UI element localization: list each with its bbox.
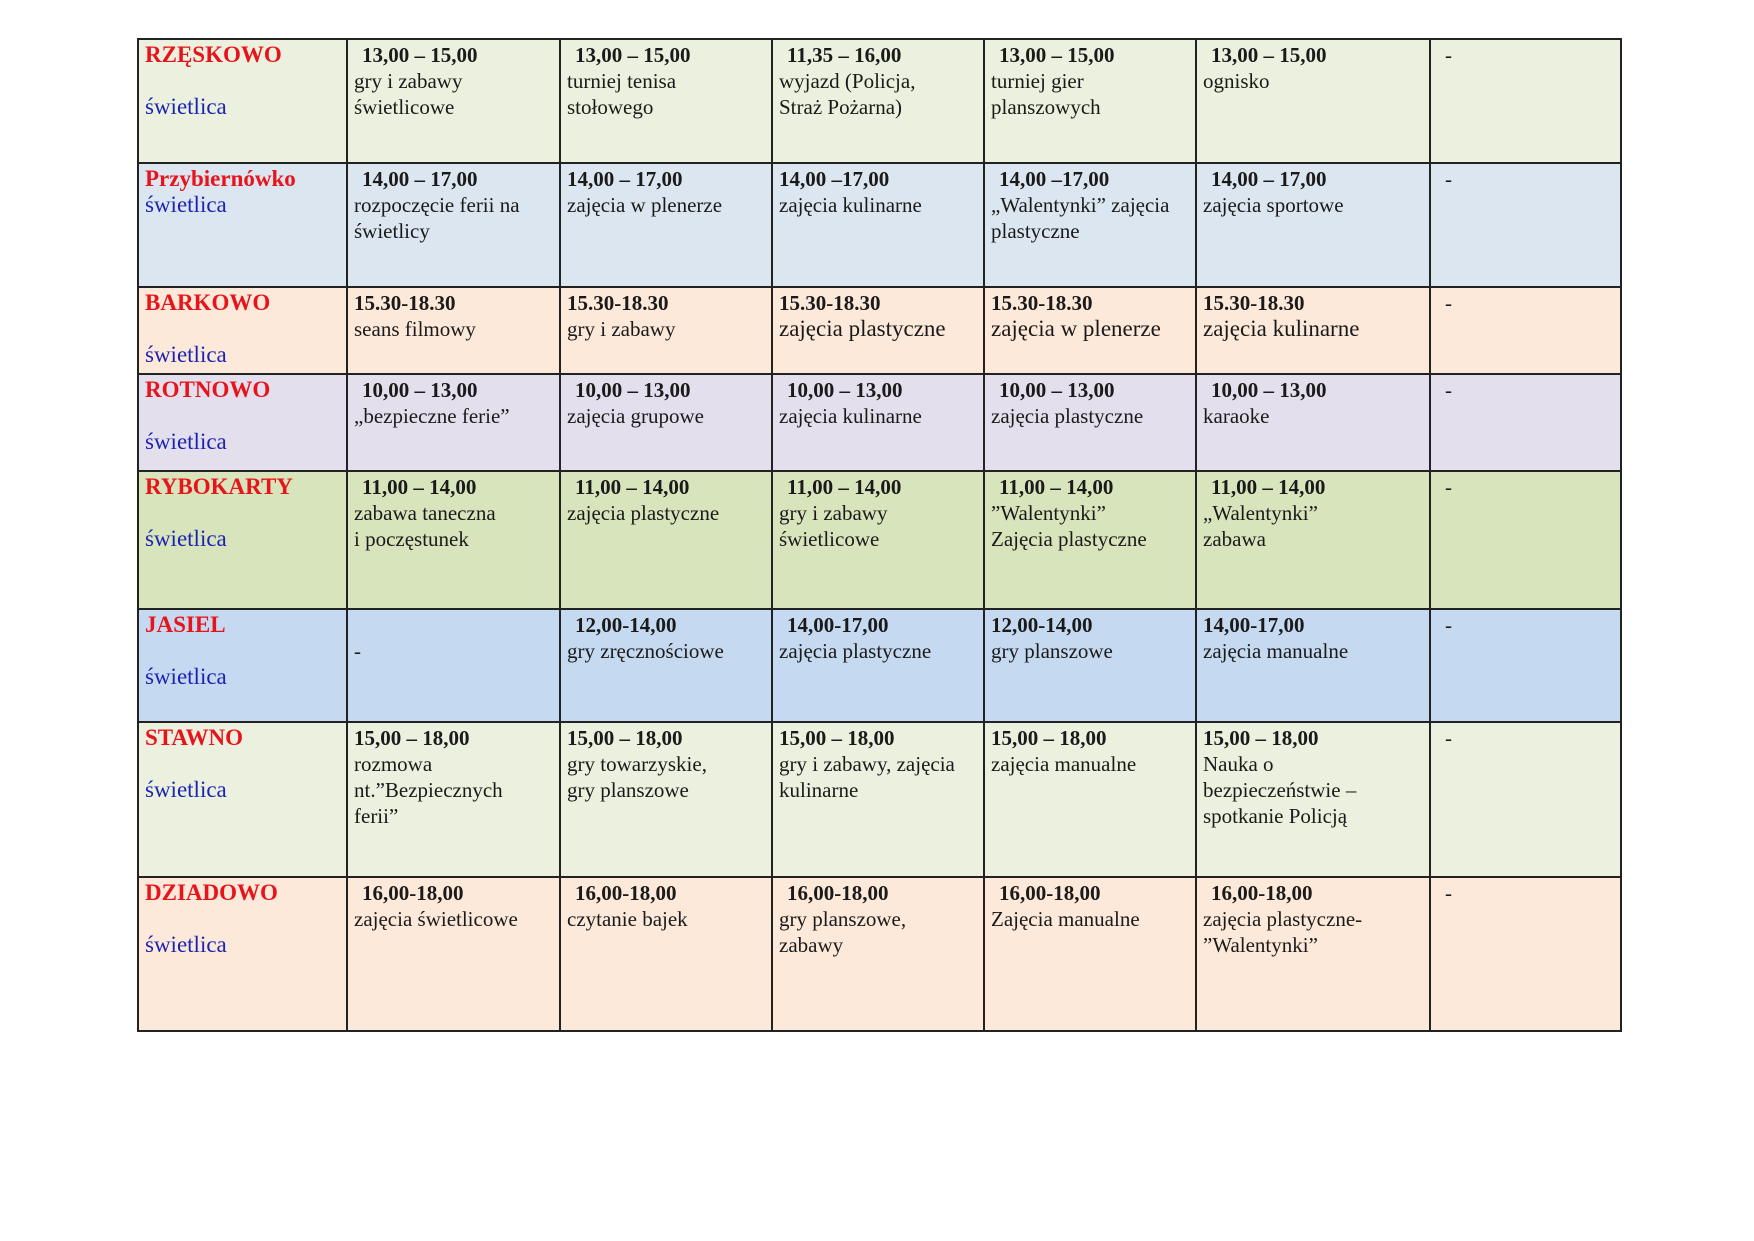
empty-dash: - (1445, 475, 1452, 499)
empty-dash: - (1445, 881, 1452, 905)
activity-text: seans filmowy (354, 317, 476, 341)
schedule-cell (560, 609, 772, 722)
schedule-cell (1196, 287, 1430, 374)
schedule-cell (560, 287, 772, 374)
table-row (138, 163, 1621, 287)
time-range: 15.30-18.30 (1203, 291, 1305, 315)
place-name: RZĘSKOWO (145, 42, 282, 67)
time-range: 14,00-17,00 (1203, 613, 1305, 637)
time-range: 10,00 – 13,00 (999, 378, 1115, 402)
schedule-cell (560, 39, 772, 163)
activity-text: czytanie bajek (567, 907, 688, 931)
place-subtitle: świetlica (145, 94, 227, 119)
schedule-cell (1430, 287, 1621, 374)
place-subtitle: świetlica (145, 932, 227, 957)
schedule-cell (772, 39, 984, 163)
time-range: 13,00 – 15,00 (1211, 43, 1327, 67)
time-range: 14,00 – 17,00 (1211, 167, 1327, 191)
schedule-cell (560, 722, 772, 877)
activity-text: gry towarzyskie, gry planszowe (567, 752, 707, 802)
place-name: STAWNO (145, 725, 243, 750)
activity-text: turniej tenisa stołowego (567, 69, 677, 119)
time-range: 11,00 – 14,00 (362, 475, 477, 499)
time-range: 15,00 – 18,00 (354, 726, 470, 750)
schedule-cell (772, 471, 984, 609)
time-range: 15.30-18.30 (779, 291, 881, 315)
activity-text: zajęcia plastyczne (991, 404, 1144, 428)
table-row (138, 471, 1621, 609)
table-row (138, 877, 1621, 1031)
schedule-cell (1430, 877, 1621, 1031)
empty-dash: - (1445, 291, 1452, 315)
time-range: 13,00 – 15,00 (999, 43, 1115, 67)
schedule-cell (347, 39, 560, 163)
place-subtitle: świetlica (145, 526, 227, 551)
schedule-cell (1196, 877, 1430, 1031)
schedule-cell (1196, 374, 1430, 471)
time-range: 15.30-18.30 (354, 291, 456, 315)
empty-dash: - (1445, 613, 1452, 637)
activity-text: Zajęcia manualne (991, 907, 1140, 931)
time-range: 10,00 – 13,00 (787, 378, 903, 402)
place-name: JASIEL (145, 612, 226, 637)
time-range: 12,00-14,00 (575, 613, 677, 637)
schedule-cell (1196, 722, 1430, 877)
schedule-cell (1430, 374, 1621, 471)
table-row (138, 39, 1621, 163)
empty-dash: - (354, 639, 361, 663)
place-cell (138, 374, 347, 471)
schedule-cell (772, 609, 984, 722)
activity-text: ”Walentynki” Zajęcia plastyczne (991, 501, 1147, 551)
schedule-cell (984, 722, 1196, 877)
time-range: 14,00-17,00 (787, 613, 889, 637)
activity-text: ognisko (1203, 69, 1270, 93)
place-cell (138, 287, 347, 374)
activity-text: gry i zabawy, zajęcia kulinarne (779, 752, 955, 802)
schedule-cell (984, 39, 1196, 163)
schedule-cell (984, 374, 1196, 471)
place-name: Przybiernówko (145, 166, 296, 191)
place-subtitle: świetlica (145, 777, 227, 802)
place-name: DZIADOWO (145, 880, 278, 905)
activity-text: zajęcia plastyczne- ”Walentynki” (1203, 907, 1363, 957)
time-range: 15,00 – 18,00 (779, 726, 895, 750)
time-range: 16,00-18,00 (362, 881, 464, 905)
time-range: 11,00 – 14,00 (1211, 475, 1326, 499)
schedule-table (137, 38, 1622, 1032)
schedule-cell (1196, 609, 1430, 722)
place-name: RYBOKARTY (145, 474, 293, 499)
activity-text: zajęcia grupowe (567, 404, 705, 428)
time-range: 14,00 – 17,00 (362, 167, 478, 191)
activity-text: Nauka o bezpieczeństwie – spotkanie Policją (1203, 752, 1357, 828)
place-name: BARKOWO (145, 290, 271, 315)
time-range: 12,00-14,00 (991, 613, 1093, 637)
activity-text: zajęcia plastyczne (779, 639, 932, 663)
schedule-cell (984, 609, 1196, 722)
schedule-cell (1430, 471, 1621, 609)
time-range: 14,00 –17,00 (779, 167, 890, 191)
activity-text: zajęcia kulinarne (779, 193, 922, 217)
activity-text: gry planszowe (991, 639, 1113, 663)
schedule-cell (560, 877, 772, 1031)
schedule-cell (772, 374, 984, 471)
activity-text: zajęcia w plenerze (991, 316, 1161, 341)
time-range: 16,00-18,00 (575, 881, 677, 905)
schedule-cell (1430, 609, 1621, 722)
activity-text: „Walentynki” zajęcia plastyczne (991, 193, 1170, 243)
activity-text: gry planszowe, zabawy (779, 907, 907, 957)
table-row (138, 287, 1621, 374)
time-range: 14,00 – 17,00 (567, 167, 683, 191)
place-subtitle: świetlica (145, 342, 227, 367)
activity-text: rozmowa nt.”Bezpiecznych ferii” (354, 752, 503, 828)
place-name: ROTNOWO (145, 377, 271, 402)
time-range: 15.30-18.30 (567, 291, 669, 315)
time-range: 10,00 – 13,00 (1211, 378, 1327, 402)
schedule-cell (347, 471, 560, 609)
activity-text: gry zręcznościowe (567, 639, 724, 663)
table-row (138, 722, 1621, 877)
schedule-cell (1196, 471, 1430, 609)
place-cell (138, 722, 347, 877)
place-subtitle: świetlica (145, 664, 227, 689)
schedule-cell (772, 877, 984, 1031)
empty-dash: - (1445, 726, 1452, 750)
time-range: 11,00 – 14,00 (999, 475, 1114, 499)
time-range: 13,00 – 15,00 (362, 43, 478, 67)
time-range: 16,00-18,00 (1211, 881, 1313, 905)
activity-text: zajęcia sportowe (1203, 193, 1344, 217)
schedule-cell (560, 163, 772, 287)
empty-dash: - (1445, 378, 1452, 402)
time-range: 11,35 – 16,00 (787, 43, 902, 67)
schedule-cell (347, 609, 560, 722)
schedule-cell (347, 877, 560, 1031)
activity-text: wyjazd (Policja, Straż Pożarna) (779, 69, 916, 119)
activity-text: „bezpieczne ferie” (354, 404, 510, 428)
place-subtitle: świetlica (145, 429, 227, 454)
table-row (138, 609, 1621, 722)
time-range: 13,00 – 15,00 (575, 43, 691, 67)
schedule-cell (347, 374, 560, 471)
activity-text: zajęcia plastyczne (779, 316, 946, 341)
empty-dash: - (1445, 43, 1452, 67)
activity-text: zajęcia w plenerze (567, 193, 723, 217)
time-range: 16,00-18,00 (787, 881, 889, 905)
schedule-cell (1430, 163, 1621, 287)
schedule-cell (1430, 722, 1621, 877)
schedule-cell (772, 287, 984, 374)
time-range: 15,00 – 18,00 (567, 726, 683, 750)
activity-text: gry i zabawy świetlicowe (779, 501, 888, 551)
time-range: 11,00 – 14,00 (787, 475, 902, 499)
activity-text: „Walentynki” zabawa (1203, 501, 1318, 551)
activity-text: gry i zabawy (567, 317, 676, 341)
time-range: 15.30-18.30 (991, 291, 1093, 315)
time-range: 16,00-18,00 (999, 881, 1101, 905)
activity-text: zajęcia manualne (1203, 639, 1349, 663)
schedule-cell (347, 163, 560, 287)
place-cell (138, 163, 347, 287)
place-cell (138, 471, 347, 609)
schedule-cell (984, 471, 1196, 609)
activity-text: rozpoczęcie ferii na świetlicy (354, 193, 520, 243)
place-cell (138, 609, 347, 722)
empty-dash: - (1445, 167, 1452, 191)
schedule-cell (772, 163, 984, 287)
time-range: 14,00 –17,00 (999, 167, 1110, 191)
activity-text: zajęcia manualne (991, 752, 1137, 776)
table-row (138, 374, 1621, 471)
schedule-cell (347, 287, 560, 374)
schedule-cell (1430, 39, 1621, 163)
time-range: 15,00 – 18,00 (991, 726, 1107, 750)
schedule-cell (984, 163, 1196, 287)
place-subtitle: świetlica (145, 192, 227, 217)
schedule-cell (560, 471, 772, 609)
activity-text: zajęcia kulinarne (779, 404, 922, 428)
activity-text: zajęcia świetlicowe (354, 907, 518, 931)
schedule-cell (772, 722, 984, 877)
schedule-cell (347, 722, 560, 877)
schedule-cell (1196, 163, 1430, 287)
schedule-cell (984, 877, 1196, 1031)
activity-text: gry i zabawy świetlicowe (354, 69, 463, 119)
schedule-cell (1196, 39, 1430, 163)
time-range: 10,00 – 13,00 (575, 378, 691, 402)
schedule-cell (560, 374, 772, 471)
time-range: 10,00 – 13,00 (362, 378, 478, 402)
activity-text: zabawa taneczna i poczęstunek (354, 501, 496, 551)
place-cell (138, 877, 347, 1031)
place-cell (138, 39, 347, 163)
activity-text: karaoke (1203, 404, 1270, 428)
schedule-cell (984, 287, 1196, 374)
time-range: 11,00 – 14,00 (575, 475, 690, 499)
activity-text: zajęcia plastyczne (567, 501, 720, 525)
activity-text: turniej gier planszowych (991, 69, 1101, 119)
time-range: 15,00 – 18,00 (1203, 726, 1319, 750)
activity-text: zajęcia kulinarne (1203, 316, 1360, 341)
